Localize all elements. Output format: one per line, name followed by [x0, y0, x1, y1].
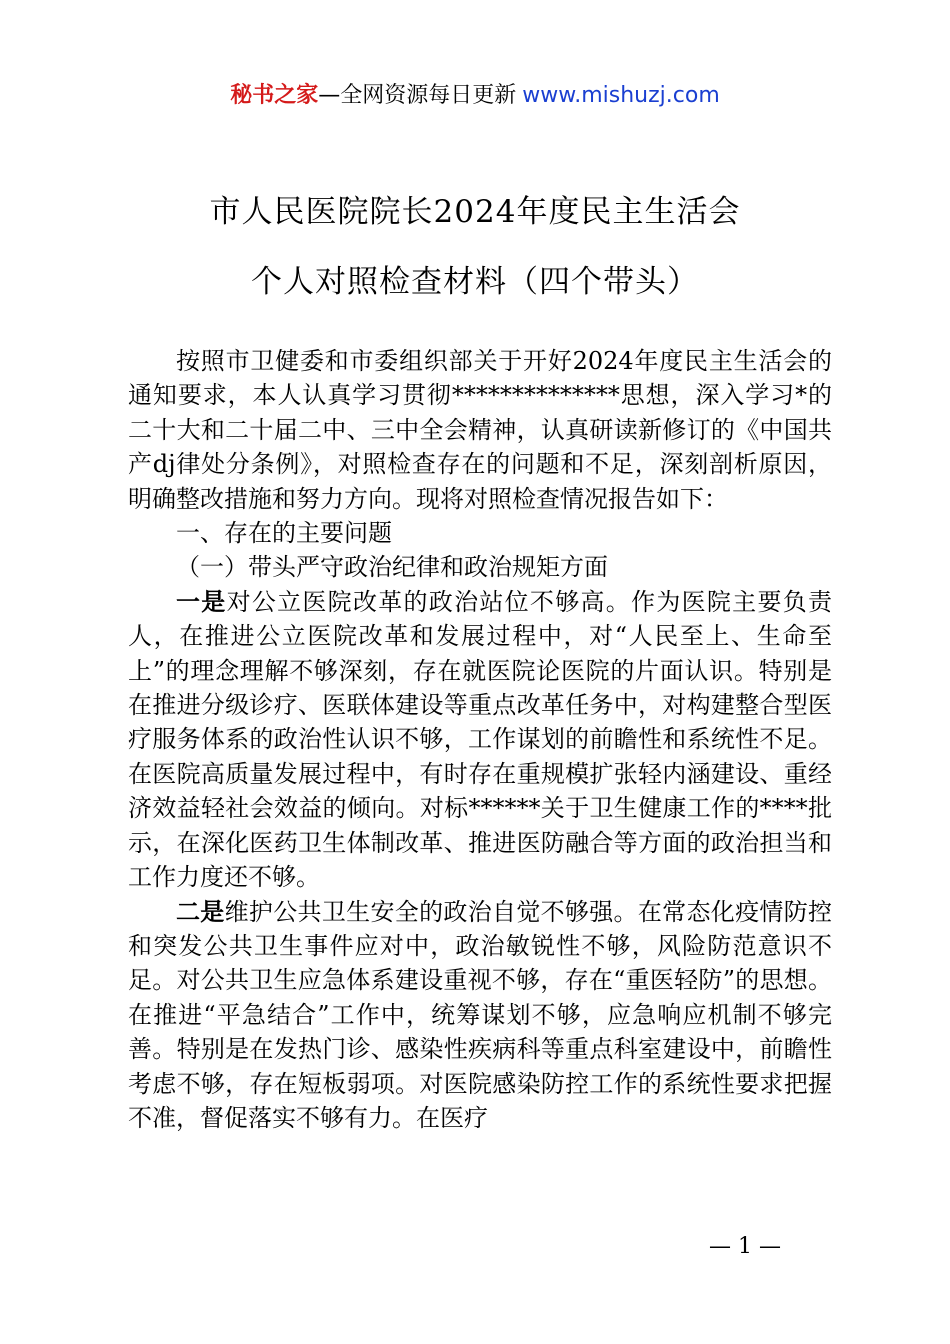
item-text-1: 对公立医院改革的政治站位不够高。作为医院主要负责人，在推进公立医院改革和发展过程中，对“人民至上、生命至上”的理念理解不够深刻，存在就医院论医院的片面认识。特别是在推进分级诊疗、医联体建设等重点改革任务中，对构建整合型医疗服务体系的政治性认识不够，工作谋划的前瞻性和系统性不足。在医院高质量发展过程中，有时存在重规模扩张轻内涵建设、重经济效益轻社会效益的倾向。对标******关于卫生健康工作的****批示，在深化医药卫生体制改革、推进医防融合等方面的政治担当和工作力度还不够。 — [128, 587, 833, 892]
document-body — [128, 344, 832, 1135]
item-text-2: 维护公共卫生安全的政治自觉不够强。在常态化疫情防控和突发公共卫生事件应对中，政治敏锐性不够，风险防范意识不足。对公共卫生应急体系建设重视不够，存在“重医轻防”的思想。在推进“平急结合”工作中，统筹谋划不够，应急响应机制不够完善。特别是在发热门诊、感染性疾病科等重点科室建设中，前瞻性考虑不够，存在短板弱项。对医院感染防控工作的系统性要求把握不准，督促落实不够有力。在医疗 — [128, 897, 833, 1132]
document-title-line2: 个人对照检查材料（四个带头） — [251, 264, 699, 300]
page-number: — 1 — — [709, 1234, 781, 1259]
section-heading: 一、存在的主要问题 — [176, 519, 392, 548]
banner-tagline: —全网资源每日更新 — [318, 83, 517, 108]
banner-brand: 秘书之家 — [230, 83, 319, 108]
item-paragraph-1 — [128, 585, 832, 895]
item-lead-1: 一是 — [176, 586, 227, 616]
intro-paragraph: 按照市卫健委和市委组织部关于开好2024年度民主生活会的通知要求，本人认真学习贯彻**************思想，深入学习*的二十大和二十届二中、三中全会精神，认真研读新修订的《中国共产dj律处分条例》，对照检查存在的问题和不足，深刻剖析原因，明确整改措施和努力方向。现将对照检查情况报告如下： — [128, 347, 832, 513]
item-paragraph-2 — [128, 895, 832, 1136]
subsection-heading: （一）带头严守政治纪律和政治规矩方面 — [176, 553, 608, 582]
item-lead-2: 二是 — [176, 896, 225, 926]
site-banner — [0, 80, 950, 112]
banner-url-link[interactable]: www.mishuzj.com — [522, 83, 720, 108]
document-title-line1: 市人民医院院长2024年度民主生活会 — [209, 194, 741, 230]
